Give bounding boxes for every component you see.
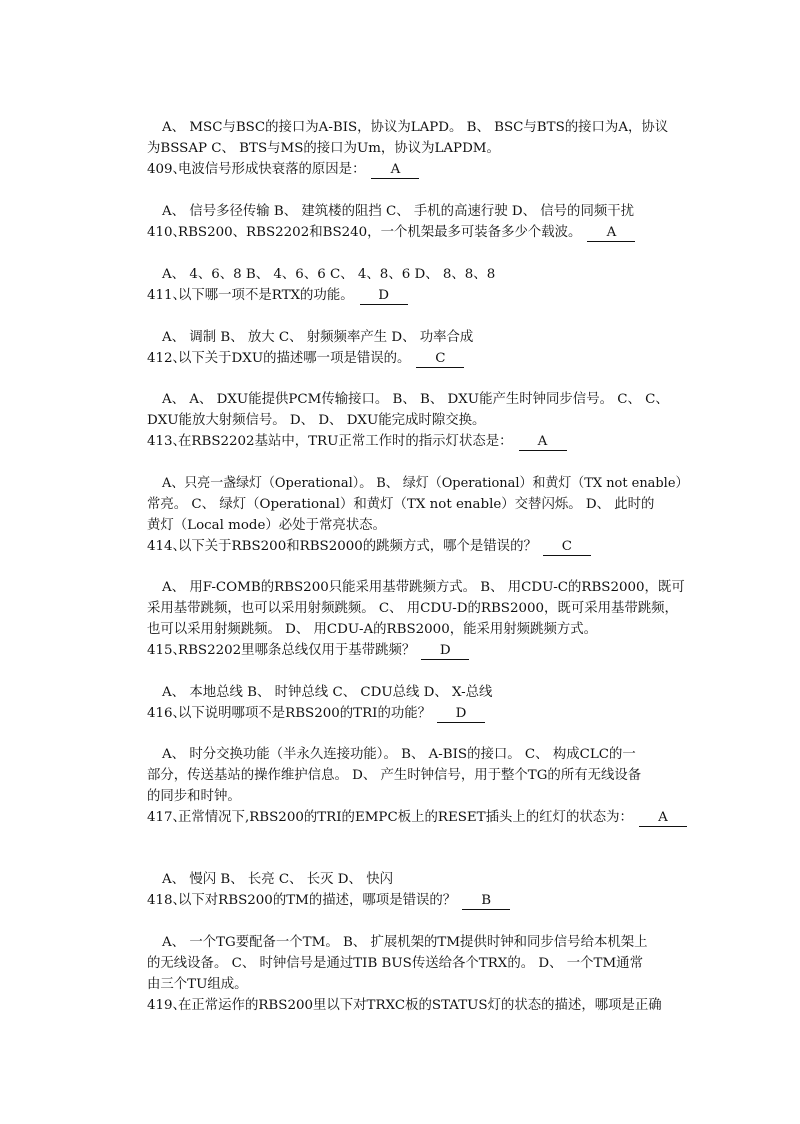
- option-line: DXU能放大射频信号。 D、 D、 DXU能完成时隙交换。: [147, 413, 486, 428]
- question-text: 电波信号形成快衰落的原因是：: [178, 162, 366, 177]
- option-line: 也可以采用射频跳频。 D、 用CDU-A的RBS2000，能采用射频跳频方式。: [147, 622, 598, 637]
- question-text: 正常情况下,RBS200的TRI的EMPC板上的RESET插头上的红灯的状态为：: [178, 810, 633, 825]
- question-text: 以下关于RBS200和RBS2000的跳频方式，哪个是错误的？: [178, 539, 537, 554]
- answer-blank: A: [371, 161, 419, 179]
- answer-blank: B: [462, 892, 510, 910]
- question-419: [0, 996, 800, 1016]
- question-410: [0, 223, 800, 243]
- question-412: [0, 349, 800, 369]
- question-text: RBS2202里哪条总线仅用于基带跳频？: [178, 643, 416, 658]
- question-number: 411、: [147, 288, 186, 303]
- option-line: A、 一个TG要配备一个TM。 B、 扩展机架的TM提供时钟和同步信号给本机架上: [162, 935, 648, 950]
- option-line: 由三个TU组成。: [147, 977, 248, 992]
- option-line: A、 A、 DXU能提供PCM传输接口。 B、 B、 DXU能产生时钟同步信号。 C、 C、: [162, 392, 669, 407]
- question-text: 以下哪一项不是RTX的功能。: [178, 288, 354, 303]
- option-line: A、 信号多径传输 B、 建筑楼的阻挡 C、 手机的高速行驶 D、 信号的同频干扰: [162, 204, 635, 219]
- option-line: A、 4、6、8 B、 4、6、6 C、 4、8、6 D、 8、8、8: [162, 267, 496, 282]
- answer-blank: D: [421, 642, 469, 660]
- question-415: [0, 641, 800, 661]
- answer-blank: C: [543, 538, 591, 556]
- question-number: 410、: [147, 225, 186, 240]
- option-line: 为BSSAP C、 BTS与MS的接口为Um，协议为LAPDM。: [147, 141, 500, 156]
- question-409: [0, 160, 800, 180]
- answer-blank: D: [437, 705, 485, 723]
- answer-blank: A: [519, 433, 567, 451]
- question-number: 415、: [147, 643, 186, 658]
- answer-blank: D: [360, 287, 408, 305]
- question-number: 412、: [147, 351, 186, 366]
- option-line: 的无线设备。 C、 时钟信号是通过TIB BUS传送给各个TRX的。 D、 一个TM通常: [147, 956, 643, 971]
- question-number: 419、: [147, 998, 186, 1013]
- option-line: 常亮。 C、 绿灯（Operational）和黄灯（TX not enable）交替闪烁。 D、 此时的: [147, 497, 655, 512]
- question-413: [0, 432, 800, 452]
- question-414: [0, 537, 800, 557]
- question-text: 在正常运作的RBS200里以下对TRXC板的STATUS灯的状态的描述，哪项是正确: [178, 998, 662, 1013]
- question-number: 414、: [147, 539, 186, 554]
- question-number: 416、: [147, 706, 186, 721]
- answer-blank: A: [587, 224, 635, 242]
- question-411: [0, 286, 800, 306]
- option-line: A、 用F-COMB的RBS200只能采用基带跳频方式。 B、 用CDU-C的RBS2000，既可: [162, 580, 685, 595]
- option-line: A、 调制 B、 放大 C、 射频频率产生 D、 功率合成: [162, 330, 474, 345]
- question-text: 以下说明哪项不是RBS200的TRI的功能？: [178, 706, 432, 721]
- question-text: 以下对RBS200的TM的描述，哪项是错误的？: [178, 893, 457, 908]
- question-text: 在RBS2202基站中，TRU正常工作时的指示灯状态是：: [178, 434, 513, 449]
- option-line: A、 慢闪 B、 长亮 C、 长灭 D、 快闪: [162, 872, 393, 887]
- option-line: A、 时分交换功能（半永久连接功能）。 B、 A-BIS的接口。 C、 构成CLC的一: [162, 747, 636, 762]
- question-number: 409、: [147, 162, 186, 177]
- option-line: 采用基带跳频，也可以采用射频跳频。 C、 用CDU-D的RBS2000，既可采用基带跳频，: [147, 601, 678, 616]
- answer-blank: A: [639, 809, 687, 827]
- question-418: [0, 891, 800, 911]
- question-number: 413、: [147, 434, 186, 449]
- option-line: 部分，传送基站的操作维护信息。 D、 产生时钟信号，用于整个TG的所有无线设备: [147, 768, 642, 783]
- question-text: 以下关于DXU的描述哪一项是错误的。: [178, 351, 411, 366]
- option-line: A、 MSC与BSC的接口为A-BIS，协议为LAPD。 B、 BSC与BTS的接口为A，协议: [162, 120, 669, 135]
- question-text: RBS200、RBS2202和BS240，一个机架最多可装备多少个载波。: [178, 225, 582, 240]
- question-number: 417、: [147, 810, 186, 825]
- answer-blank: C: [416, 350, 464, 368]
- question-417: [0, 808, 800, 828]
- option-line: 的同步和时钟。: [147, 789, 241, 804]
- option-line: A、 本地总线 B、 时钟总线 C、 CDU总线 D、 X-总线: [162, 685, 493, 700]
- question-416: [0, 704, 800, 724]
- option-line: A、只亮一盏绿灯（Operational）。 B、 绿灯（Operational）和黄灯（TX not enable）: [162, 476, 689, 491]
- question-number: 418、: [147, 893, 186, 908]
- option-line: 黄灯（Local mode）必处于常亮状态。: [147, 518, 386, 533]
